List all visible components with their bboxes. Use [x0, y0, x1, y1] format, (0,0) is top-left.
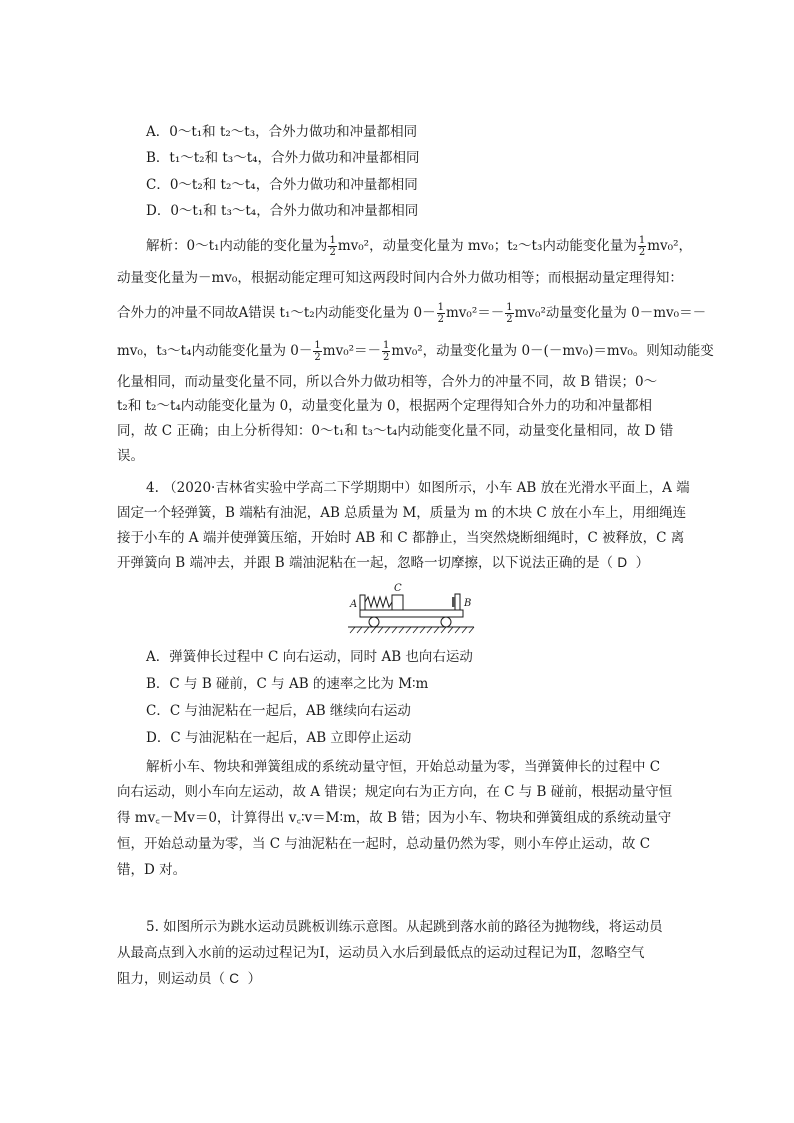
q4-analysis-line-4: 恒，开始总动量为零，当 C 与油泥粘在一起时，总动量仍然为零，则小车停止运动，故 C: [117, 836, 651, 852]
q3-analysis-line-7: 同，故 C 正确；由上分析得知：0～t₁和 t₃～t₄内动能变化量不同，动量变化量相同，故 D 错: [117, 423, 674, 439]
q5-stem-line-2: 从最高点到入水前的运动过程记为Ⅰ，运动员入水后到最低点的运动过程记为Ⅱ，忽略空气: [117, 945, 645, 961]
block-c: [392, 595, 403, 610]
label-c: C: [394, 583, 402, 594]
q4-option-a: A．弹簧伸长过程中 C 向右运动，同时 AB 也向右运动: [146, 649, 473, 665]
wheel-right: [441, 617, 451, 627]
q4-answer: D: [617, 555, 628, 570]
q3-analysis-line-5: 化量相同，而动量变化量不同，所以合外力做功相等，合外力的冲量不同，故 B 错误；0～: [117, 374, 658, 390]
cart-wall-b: [455, 594, 460, 610]
q3-analysis-line-2: 动量变化量为－mv₀，根据动能定理可知这两段时间内合外力做功相等；而根据动量定理得知：: [117, 270, 683, 286]
q4-option-c: C．C 与油泥粘在一起后，AB 继续向右运动: [146, 703, 411, 719]
cart-wall-a: [360, 595, 365, 610]
fraction-half: $\frac{1}{2}$: [638, 235, 646, 258]
q4-option-b: B．C 与 B 碰前，C 与 AB 的速率之比为 M∶m: [146, 676, 429, 692]
fraction-half: $\frac{1}{2}$: [506, 302, 513, 325]
fraction-half: $\frac{1}{2}$: [437, 302, 444, 325]
q3-option-d: D．0～t₁和 t₃～t₄，合外力做功和冲量都相同: [146, 203, 419, 219]
fraction-half: $\frac{1}{2}$: [314, 340, 321, 363]
q5-stem-line-3: 阻力，则运动员（ C ）: [117, 971, 262, 987]
q3-option-a: A．0～t₁和 t₂～t₃，合外力做功和冲量都相同: [146, 124, 418, 140]
q5-stem-line-1: 5. 如图所示为跳水运动员跳板训练示意图。从起跳到落水前的路径为抛物线，将运动员: [146, 919, 663, 935]
q3-analysis-line-4: mv₀，t₃～t₄内动能变化量为 0－ $\frac{1}{2}$ mv₀²＝－ $\frac{1}{2}$ mv₀²，动量变化量为 0－(－mv₀)＝mv₀。则知动能变: [117, 340, 714, 363]
q4-analysis-line-2: 向右运动，则小车向左运动，故 A 错误；规定向右为正方向，在 C 与 B 碰前，根据动量守恒: [117, 784, 673, 800]
q3-option-b: B．t₁～t₂和 t₃～t₄，合外力做功和冲量都相同: [146, 150, 420, 166]
q3-analysis-line-1: 解析：0～t₁内动能的变化量为 $\frac{1}{2}$ mv₀²，动量变化量为 mv₀；t₂～t₃内动能变化量为 $\frac{1}{2}$ mv₀²，: [146, 235, 693, 258]
label-a: A: [350, 599, 358, 610]
q4-option-d: D．C 与油泥粘在一起后，AB 立即停止运动: [146, 730, 412, 746]
q3-analysis-line-3: 合外力的冲量不同故A错误 t₁～t₂内动能变化量为 0－ $\frac{1}{2}$ mv₀²＝－ $\frac{1}{2}$ mv₀²动量变化量为 0－mv₀＝－: [117, 302, 707, 325]
q4-stem-line-4: 开弹簧向 B 端冲去，并跟 B 端油泥粘在一起，忽略一切摩擦，以下说法正确的是（ D ）: [117, 555, 650, 571]
q4-analysis-line-3: 得 mv꜀－Mv＝0，计算得出 v꜀∶v＝M∶m，故 B 错；因为小车、物块和弹簧组成的系统动量守: [117, 810, 672, 826]
q3-analysis-line-6: t₂和 t₂～t₄内动能变化量为 0，动量变化量为 0，根据两个定理得知合外力的功和冲量都相: [117, 398, 653, 414]
cart-spring-diagram: [344, 580, 478, 638]
q4-stem-line-1: 4. （2020·吉林省实验中学高二下学期期中）如图所示，小车 AB 放在光滑水平面上，A 端: [146, 480, 690, 496]
label-b: B: [464, 598, 472, 609]
q4-stem-line-3: 接于小车的 A 端并使弹簧压缩，开始时 AB 和 C 都静止，当突然烧断细绳时，C 被释放，C 离: [117, 530, 685, 546]
q4-stem-line-2: 固定一个轻弹簧，B 端粘有油泥，AB 总质量为 M，质量为 m 的木块 C 放在小车上，用细绳连: [117, 505, 687, 521]
wheel-left: [369, 617, 379, 627]
q3-option-c: C．0～t₂和 t₂～t₄，合外力做功和冲量都相同: [146, 177, 418, 193]
q4-analysis-line-1: 解析小车、物块和弹簧组成的系统动量守恒，开始总动量为零，当弹簧伸长的过程中 C: [146, 759, 661, 775]
q5-answer: C: [229, 971, 240, 986]
fraction-half: $\frac{1}{2}$: [329, 235, 336, 258]
spring: [365, 597, 392, 607]
q3-analysis-line-8: 误。: [117, 448, 144, 464]
ground-hatching: [350, 627, 474, 633]
cart-body: [360, 610, 463, 617]
fraction-half: $\frac{1}{2}$: [383, 340, 390, 363]
q4-analysis-line-5: 错，D 对。: [117, 862, 187, 878]
oil-mud: [452, 597, 455, 607]
